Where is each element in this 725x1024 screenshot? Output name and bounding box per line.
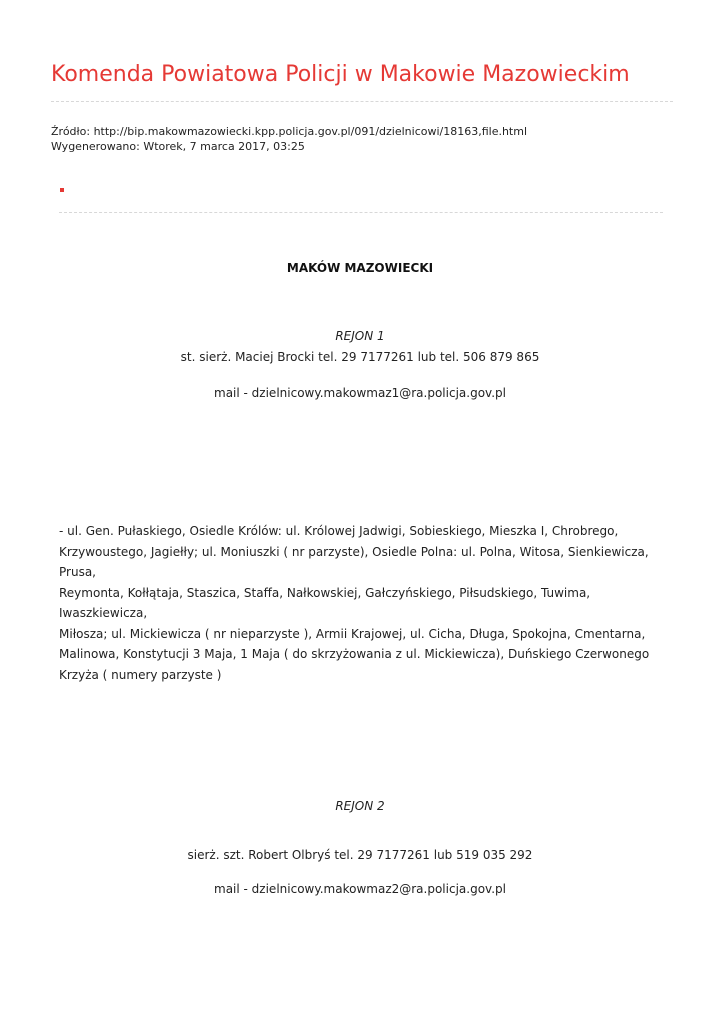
rejon1-officer: st. sierż. Maciej Brocki tel. 29 7177261 lub tel. 506 879 865 [180,350,540,364]
city-heading: MAKÓW MAZOWIECKI [286,261,434,275]
streets-line: Reymonta, Kołłątaja, Staszica, Staffa, Nałkowskiej, Gałczyńskiego, Piłsudskiego, Tuwima, Iwaszkiewicza, [59,585,591,620]
streets-line: - ul. Gen. Pułaskiego, Osiedle Królów: ul. Królowej Jadwigi, Sobieskiego, Mieszka I, Chrobrego, [59,524,619,538]
page-title: Komenda Powiatowa Policji w Makowie Mazowieckim [51,62,630,87]
document-meta [51,124,527,154]
header-divider [51,101,673,102]
section-divider [59,212,663,213]
rejon2-mail: mail - dzielnicowy.makowmaz2@ra.policja.gov.pl [214,882,506,896]
source-line: Źródło: http://bip.makowmazowiecki.kpp.policja.gov.pl/091/dzielnicowi/18163,file.html [51,125,528,138]
rejon1-mail: mail - dzielnicowy.makowmaz1@ra.policja.gov.pl [214,386,506,400]
bullet-marker [60,188,64,192]
generated-line: Wygenerowano: Wtorek, 7 marca 2017, 03:25 [51,140,305,153]
streets-line: Krzywoustego, Jagiełły; ul. Moniuszki ( nr parzyste), Osiedle Polna: ul. Polna, Witosa, Sienkiewicza, Prusa, [59,544,649,579]
streets-line: Miłosza; ul. Mickiewicza ( nr nieparzyste ), Armii Krajowej, ul. Cicha, Długa, Spokojna, Cmentarna, [59,626,646,641]
streets-line: Malinowa, Konstytucji 3 Maja, 1 Maja ( do skrzyżowania z ul. Mickiewicza), Duńskiego Czerwonego [59,647,650,661]
streets-line: Krzyża ( numery parzyste ) [59,667,222,682]
rejon1-label: REJON 1 [335,329,385,343]
rejon2-label: REJON 2 [335,799,385,813]
rejon2-officer: sierż. szt. Robert Olbryś tel. 29 7177261 lub 519 035 292 [187,848,533,862]
rejon1-streets [59,521,671,685]
